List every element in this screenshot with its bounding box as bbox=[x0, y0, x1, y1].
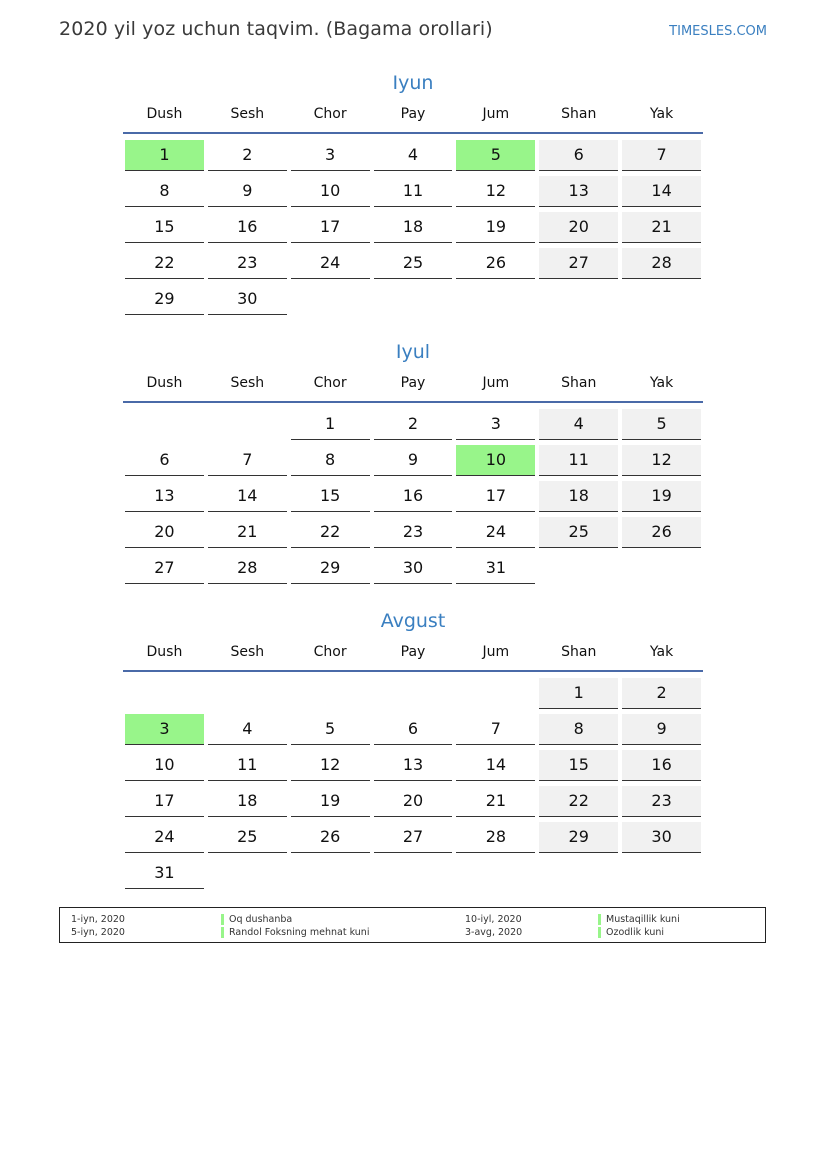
day-number: 14 bbox=[456, 750, 535, 781]
day-cell bbox=[289, 176, 372, 212]
weekday-label: Chor bbox=[313, 375, 347, 391]
day-cell bbox=[454, 212, 537, 248]
day-cell bbox=[123, 858, 206, 894]
week-row bbox=[123, 176, 703, 212]
weekday-label: Pay bbox=[400, 106, 426, 122]
day-number: 22 bbox=[539, 786, 618, 817]
day-cell bbox=[372, 553, 455, 589]
weekday-label: Sesh bbox=[230, 106, 265, 122]
legend-holiday-name: Randol Foksning mehnat kuni bbox=[229, 927, 370, 938]
header-divider bbox=[123, 401, 703, 403]
day-cell bbox=[206, 858, 289, 894]
day-number: 4 bbox=[374, 140, 453, 171]
day-number: 16 bbox=[374, 481, 453, 512]
day-number: 16 bbox=[622, 750, 701, 781]
weekday-label: Pay bbox=[400, 375, 426, 391]
week-row bbox=[123, 140, 703, 176]
day-cell bbox=[206, 553, 289, 589]
week-row bbox=[123, 248, 703, 284]
day-number: 26 bbox=[291, 822, 370, 853]
day-number: 2 bbox=[208, 140, 287, 171]
day-number: 23 bbox=[622, 786, 701, 817]
weekend-day-cell bbox=[620, 140, 703, 176]
day-cell bbox=[123, 212, 206, 248]
day-number bbox=[374, 678, 453, 708]
weekday-label: Dush bbox=[146, 106, 183, 122]
day-number: 17 bbox=[456, 481, 535, 512]
day-cell bbox=[620, 284, 703, 320]
day-number: 3 bbox=[125, 714, 204, 745]
day-cell bbox=[123, 750, 206, 786]
holiday-color-swatch bbox=[598, 914, 601, 925]
day-number: 24 bbox=[456, 517, 535, 548]
weekend-day-cell bbox=[537, 786, 620, 822]
week-row bbox=[123, 517, 703, 553]
day-number: 21 bbox=[622, 212, 701, 243]
day-number: 7 bbox=[208, 445, 287, 476]
legend-holiday-name: Mustaqillik kuni bbox=[606, 914, 680, 925]
day-number: 5 bbox=[456, 140, 535, 171]
day-number: 3 bbox=[456, 409, 535, 440]
day-number bbox=[125, 678, 204, 708]
day-number: 11 bbox=[539, 445, 618, 476]
day-cell bbox=[206, 248, 289, 284]
day-cell bbox=[454, 714, 537, 750]
day-cell bbox=[372, 517, 455, 553]
day-number bbox=[622, 858, 701, 888]
week-row bbox=[123, 822, 703, 858]
day-cell bbox=[454, 409, 537, 445]
day-cell bbox=[206, 212, 289, 248]
day-cell bbox=[372, 212, 455, 248]
day-cell bbox=[123, 517, 206, 553]
weekday-label: Dush bbox=[146, 375, 183, 391]
day-number: 4 bbox=[208, 714, 287, 745]
day-number: 26 bbox=[622, 517, 701, 548]
weekday-label: Yak bbox=[649, 375, 674, 391]
day-number: 13 bbox=[539, 176, 618, 207]
day-number: 30 bbox=[374, 553, 453, 584]
day-cell bbox=[123, 284, 206, 320]
day-number bbox=[539, 553, 618, 583]
month-title: Iyul bbox=[395, 341, 431, 363]
day-number: 1 bbox=[539, 678, 618, 709]
weekend-day-cell bbox=[537, 176, 620, 212]
day-cell bbox=[206, 750, 289, 786]
holiday-day-cell bbox=[123, 714, 206, 750]
week-row bbox=[123, 858, 703, 894]
day-cell bbox=[372, 481, 455, 517]
day-number: 27 bbox=[125, 553, 204, 584]
day-cell bbox=[123, 409, 206, 445]
day-number: 3 bbox=[291, 140, 370, 171]
month-2 bbox=[123, 606, 703, 894]
weekday-label: Dush bbox=[146, 644, 183, 660]
day-cell bbox=[537, 284, 620, 320]
day-number bbox=[374, 858, 453, 888]
day-number: 27 bbox=[539, 248, 618, 279]
day-number: 15 bbox=[539, 750, 618, 781]
day-number: 29 bbox=[125, 284, 204, 315]
weekend-day-cell bbox=[620, 750, 703, 786]
day-cell bbox=[206, 786, 289, 822]
day-cell bbox=[372, 409, 455, 445]
weekday-label: Pay bbox=[400, 644, 426, 660]
weekday-header bbox=[123, 373, 703, 401]
day-number: 10 bbox=[456, 445, 535, 476]
day-cell bbox=[289, 553, 372, 589]
weekday-label: Jum bbox=[482, 106, 510, 122]
day-cell bbox=[206, 714, 289, 750]
day-number: 12 bbox=[291, 750, 370, 781]
month-title: Iyun bbox=[392, 72, 434, 94]
day-cell bbox=[206, 822, 289, 858]
day-number: 18 bbox=[539, 481, 618, 512]
day-number: 12 bbox=[456, 176, 535, 207]
day-number bbox=[208, 409, 287, 439]
day-number: 6 bbox=[374, 714, 453, 745]
weekend-day-cell bbox=[537, 750, 620, 786]
legend-date: 3-avg, 2020 bbox=[465, 927, 523, 938]
month-0 bbox=[123, 68, 703, 320]
day-number: 9 bbox=[208, 176, 287, 207]
day-number: 17 bbox=[291, 212, 370, 243]
day-number: 28 bbox=[456, 822, 535, 853]
day-cell bbox=[372, 786, 455, 822]
day-number bbox=[208, 678, 287, 708]
day-cell bbox=[372, 140, 455, 176]
weekend-day-cell bbox=[537, 481, 620, 517]
day-number: 18 bbox=[374, 212, 453, 243]
legend-date: 10-iyl, 2020 bbox=[465, 914, 522, 925]
holiday-color-swatch bbox=[221, 927, 224, 938]
day-cell bbox=[123, 822, 206, 858]
day-number: 19 bbox=[291, 786, 370, 817]
weekend-day-cell bbox=[620, 409, 703, 445]
week-row bbox=[123, 553, 703, 589]
day-number: 22 bbox=[125, 248, 204, 279]
day-number bbox=[208, 858, 287, 888]
day-cell bbox=[206, 517, 289, 553]
day-number: 8 bbox=[291, 445, 370, 476]
day-cell bbox=[537, 858, 620, 894]
weekday-label: Sesh bbox=[230, 375, 265, 391]
day-number: 27 bbox=[374, 822, 453, 853]
day-number: 8 bbox=[539, 714, 618, 745]
weekend-day-cell bbox=[620, 714, 703, 750]
weekend-day-cell bbox=[620, 786, 703, 822]
day-number bbox=[622, 553, 701, 583]
weekend-day-cell bbox=[537, 140, 620, 176]
month-title: Avgust bbox=[380, 610, 446, 632]
holiday-color-swatch bbox=[221, 914, 224, 925]
day-number: 16 bbox=[208, 212, 287, 243]
day-cell bbox=[206, 140, 289, 176]
day-number bbox=[291, 858, 370, 888]
weekend-day-cell bbox=[537, 822, 620, 858]
day-cell bbox=[454, 786, 537, 822]
day-number: 30 bbox=[208, 284, 287, 315]
day-cell bbox=[372, 714, 455, 750]
day-number: 10 bbox=[291, 176, 370, 207]
day-number: 9 bbox=[374, 445, 453, 476]
day-cell bbox=[372, 678, 455, 714]
day-number: 2 bbox=[622, 678, 701, 709]
day-cell bbox=[289, 714, 372, 750]
day-number bbox=[456, 284, 535, 314]
day-number: 24 bbox=[291, 248, 370, 279]
holiday-day-cell bbox=[454, 140, 537, 176]
day-cell bbox=[289, 248, 372, 284]
day-number bbox=[374, 284, 453, 314]
day-number bbox=[291, 678, 370, 708]
weekend-day-cell bbox=[620, 212, 703, 248]
weekday-label: Yak bbox=[649, 644, 674, 660]
weekend-day-cell bbox=[620, 517, 703, 553]
day-number: 2 bbox=[374, 409, 453, 440]
day-number: 29 bbox=[539, 822, 618, 853]
day-cell bbox=[454, 822, 537, 858]
day-cell bbox=[289, 750, 372, 786]
day-cell bbox=[206, 284, 289, 320]
day-number: 22 bbox=[291, 517, 370, 548]
week-row bbox=[123, 750, 703, 786]
day-number: 21 bbox=[456, 786, 535, 817]
weekend-day-cell bbox=[537, 248, 620, 284]
weekday-header bbox=[123, 104, 703, 132]
holiday-day-cell bbox=[454, 445, 537, 481]
legend-date: 5-iyn, 2020 bbox=[71, 927, 125, 938]
day-cell bbox=[123, 481, 206, 517]
day-number bbox=[125, 409, 204, 439]
day-number: 14 bbox=[208, 481, 287, 512]
weekend-day-cell bbox=[620, 248, 703, 284]
day-number: 7 bbox=[456, 714, 535, 745]
weekend-day-cell bbox=[620, 445, 703, 481]
day-number: 6 bbox=[539, 140, 618, 171]
week-row bbox=[123, 212, 703, 248]
day-cell bbox=[454, 678, 537, 714]
day-number: 5 bbox=[291, 714, 370, 745]
weekend-day-cell bbox=[537, 445, 620, 481]
weekday-label: Shan bbox=[561, 375, 597, 391]
day-cell bbox=[372, 284, 455, 320]
day-cell bbox=[620, 858, 703, 894]
day-number: 11 bbox=[208, 750, 287, 781]
day-cell bbox=[372, 750, 455, 786]
weekday-label: Jum bbox=[482, 375, 510, 391]
day-number: 19 bbox=[456, 212, 535, 243]
day-cell bbox=[289, 445, 372, 481]
header-divider bbox=[123, 132, 703, 134]
day-number: 23 bbox=[374, 517, 453, 548]
day-number bbox=[456, 678, 535, 708]
weekday-label: Yak bbox=[649, 106, 674, 122]
day-cell bbox=[206, 176, 289, 212]
day-number: 25 bbox=[539, 517, 618, 548]
day-number: 29 bbox=[291, 553, 370, 584]
week-row bbox=[123, 409, 703, 445]
day-number: 5 bbox=[622, 409, 701, 440]
weekend-day-cell bbox=[537, 517, 620, 553]
day-cell bbox=[289, 212, 372, 248]
day-cell bbox=[372, 858, 455, 894]
weekend-day-cell bbox=[620, 822, 703, 858]
day-number bbox=[622, 284, 701, 314]
weekday-label: Sesh bbox=[230, 644, 265, 660]
day-cell bbox=[454, 858, 537, 894]
day-number: 11 bbox=[374, 176, 453, 207]
day-number bbox=[456, 858, 535, 888]
day-cell bbox=[372, 445, 455, 481]
day-number: 28 bbox=[208, 553, 287, 584]
day-number: 10 bbox=[125, 750, 204, 781]
weekday-label: Chor bbox=[313, 644, 347, 660]
day-number: 28 bbox=[622, 248, 701, 279]
day-number: 18 bbox=[208, 786, 287, 817]
day-number: 31 bbox=[125, 858, 204, 889]
weekday-label: Shan bbox=[561, 106, 597, 122]
week-row bbox=[123, 284, 703, 320]
legend-holiday-name: Ozodlik kuni bbox=[606, 927, 664, 938]
week-row bbox=[123, 445, 703, 481]
day-number: 30 bbox=[622, 822, 701, 853]
day-cell bbox=[289, 678, 372, 714]
day-cell bbox=[454, 284, 537, 320]
day-cell bbox=[372, 822, 455, 858]
week-row bbox=[123, 714, 703, 750]
weekend-day-cell bbox=[537, 714, 620, 750]
holiday-color-swatch bbox=[598, 927, 601, 938]
day-cell bbox=[372, 248, 455, 284]
day-number: 14 bbox=[622, 176, 701, 207]
day-cell bbox=[123, 786, 206, 822]
day-number: 19 bbox=[622, 481, 701, 512]
day-number: 23 bbox=[208, 248, 287, 279]
day-cell bbox=[206, 678, 289, 714]
day-cell bbox=[289, 481, 372, 517]
weekday-label: Jum bbox=[482, 644, 510, 660]
day-cell bbox=[289, 140, 372, 176]
day-number: 24 bbox=[125, 822, 204, 853]
day-cell bbox=[123, 553, 206, 589]
day-number: 4 bbox=[539, 409, 618, 440]
weekend-day-cell bbox=[620, 176, 703, 212]
day-number bbox=[539, 858, 618, 888]
day-cell bbox=[454, 481, 537, 517]
month-1 bbox=[123, 337, 703, 589]
legend-holiday-name: Oq dushanba bbox=[229, 914, 293, 925]
day-cell bbox=[454, 517, 537, 553]
day-cell bbox=[206, 481, 289, 517]
day-cell bbox=[289, 822, 372, 858]
holiday-day-cell bbox=[123, 140, 206, 176]
weekday-label: Shan bbox=[561, 644, 597, 660]
site-link[interactable]: TIMESLES.COM bbox=[669, 24, 767, 39]
day-number: 13 bbox=[125, 481, 204, 512]
weekend-day-cell bbox=[620, 678, 703, 714]
day-number: 21 bbox=[208, 517, 287, 548]
day-cell bbox=[454, 750, 537, 786]
day-cell bbox=[454, 553, 537, 589]
day-cell bbox=[289, 284, 372, 320]
day-cell bbox=[454, 176, 537, 212]
header-divider bbox=[123, 670, 703, 672]
weekend-day-cell bbox=[620, 481, 703, 517]
day-cell bbox=[289, 786, 372, 822]
day-number: 1 bbox=[291, 409, 370, 440]
day-number: 25 bbox=[208, 822, 287, 853]
weekend-day-cell bbox=[537, 409, 620, 445]
day-cell bbox=[123, 176, 206, 212]
week-row bbox=[123, 481, 703, 517]
holiday-legend bbox=[59, 907, 766, 943]
weekday-label: Chor bbox=[313, 106, 347, 122]
day-cell bbox=[289, 409, 372, 445]
day-cell bbox=[123, 248, 206, 284]
day-cell bbox=[206, 409, 289, 445]
day-cell bbox=[289, 517, 372, 553]
weekend-day-cell bbox=[537, 212, 620, 248]
day-cell bbox=[372, 176, 455, 212]
day-number bbox=[539, 284, 618, 314]
day-number: 8 bbox=[125, 176, 204, 207]
weekend-day-cell bbox=[537, 678, 620, 714]
week-row bbox=[123, 786, 703, 822]
day-number: 13 bbox=[374, 750, 453, 781]
day-number bbox=[291, 284, 370, 314]
day-cell bbox=[454, 248, 537, 284]
day-number: 6 bbox=[125, 445, 204, 476]
day-number: 7 bbox=[622, 140, 701, 171]
day-number: 15 bbox=[125, 212, 204, 243]
day-cell bbox=[620, 553, 703, 589]
day-cell bbox=[123, 678, 206, 714]
day-number: 12 bbox=[622, 445, 701, 476]
day-number: 25 bbox=[374, 248, 453, 279]
day-cell bbox=[123, 445, 206, 481]
day-number: 20 bbox=[125, 517, 204, 548]
day-number: 9 bbox=[622, 714, 701, 745]
day-cell bbox=[537, 553, 620, 589]
day-number: 1 bbox=[125, 140, 204, 171]
day-number: 15 bbox=[291, 481, 370, 512]
day-number: 26 bbox=[456, 248, 535, 279]
day-number: 31 bbox=[456, 553, 535, 584]
day-number: 20 bbox=[374, 786, 453, 817]
day-number: 20 bbox=[539, 212, 618, 243]
weekday-header bbox=[123, 642, 703, 670]
week-row bbox=[123, 678, 703, 714]
day-number: 17 bbox=[125, 786, 204, 817]
day-cell bbox=[206, 445, 289, 481]
legend-date: 1-iyn, 2020 bbox=[71, 914, 125, 925]
day-cell bbox=[289, 858, 372, 894]
page-title: 2020 yil yoz uchun taqvim. (Bagama orollari) bbox=[59, 18, 493, 40]
